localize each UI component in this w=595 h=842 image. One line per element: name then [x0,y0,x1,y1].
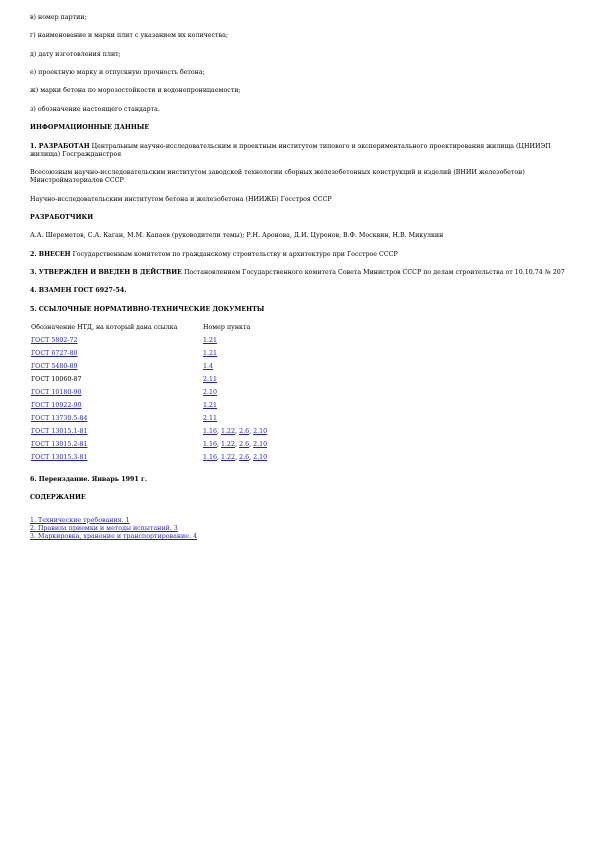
toc-item [30,533,565,541]
references-point-link[interactable]: 1.21 [203,402,218,410]
references-table-row [30,428,403,441]
references-point-link[interactable]: 2.6 [239,441,250,449]
references-points-cell [203,389,403,402]
references-doc-link[interactable]: ГОСТ 10180-90 [31,389,82,397]
references-table [30,324,403,467]
toc-link-marking-storage[interactable]: 3. Маркировка, хранение и транспортирование. 4 [30,533,197,541]
references-table-row [30,402,403,415]
references-points-cell [203,376,403,389]
references-doc-cell [30,389,203,402]
co-developer-vnii: Всесоюзным научно-исследовательским институтом заводской технологии сборных железобетонных конструкций и изделий (ВНИИ железобетон) Минстройматериалов СССР [30,169,525,185]
references-table-row [30,376,403,389]
references-header-points: Номер пункта [203,324,251,332]
references-points-cell: 1.16, 1.22, 2.6, 2.10 [203,441,268,449]
references-table-body [30,324,403,467]
developed-by-label: 1. РАЗРАБОТАН [30,142,90,150]
references-point-link[interactable]: 2.11 [203,415,218,423]
references-doc-cell [30,376,203,389]
introduced-paragraph [30,251,565,259]
toc-link-acceptance-rules[interactable]: 2. Правила приемки и методы испытаний. 3 [30,524,178,532]
developed-by-text: Центральным научно-исследовательским и проектным институтом типового и экспериментального проектирования жилища (ЦНИИЭП жилища) Госгражданстроя [30,142,551,158]
introduced-label: 2. ВНЕСЕН [30,250,71,258]
toc-heading: СОДЕРЖАНИЕ [30,494,86,502]
approved-label: 3. УТВЕРЖДЕН И ВВЕДЕН В ДЕЙСТВИЕ [30,269,182,277]
references-doc-link[interactable]: ГОСТ 5480-89 [31,363,78,371]
references-table-row [30,389,403,402]
references-doc-link[interactable]: ГОСТ 6727-80 [31,350,78,358]
references-doc-cell [30,363,203,376]
references-point-link[interactable]: 2.10 [253,428,268,436]
references-point-link[interactable]: 2.10 [253,454,268,462]
approved-paragraph [30,269,565,277]
references-points-cell [203,350,403,363]
references-doc-link[interactable]: ГОСТ 13015.2-81 [31,441,88,449]
references-points-cell [203,337,403,350]
introduced-text: Государственным комитетом по гражданскому строительству и архитектуре при Госстрое СССР [70,250,398,258]
references-doc-cell [30,441,203,454]
references-point-link[interactable]: 1.22 [221,441,236,449]
references-point-link[interactable]: 2.6 [239,454,250,462]
references-point-link[interactable]: 2.10 [203,389,218,397]
references-point-link[interactable]: 1.22 [221,454,236,462]
references-table-row [30,363,403,376]
references-point-link[interactable]: 2.11 [203,376,218,384]
references-doc-cell [30,402,203,415]
marking-item-zh: ж) марки бетона по морозостойкости и водонепроницаемости; [30,87,241,95]
marking-item-d: д) дату изготовления плит; [30,50,121,58]
replaces-paragraph: 4. ВЗАМЕН ГОСТ 6927-54. [30,287,127,295]
developed-by-paragraph [30,143,565,159]
toc-item [30,517,565,525]
references-doc-cell [30,337,203,350]
references-doc-text: ГОСТ 10060-87 [31,376,82,384]
references-point-link[interactable]: 1.22 [221,428,236,436]
toc-item [30,525,565,533]
marking-items [30,14,565,114]
references-table-row [30,337,403,350]
references-doc-link[interactable]: ГОСТ 13015.1-81 [31,428,88,436]
references-doc-cell [30,454,203,467]
co-developer-niizhb: Научно-исследовательским институтом бетона и железобетона (НИИЖБ) Госстроя СССР [30,195,332,203]
references-doc-cell [30,415,203,428]
info-heading: ИНФОРМАЦИОННЫЕ ДАННЫЕ [30,124,150,132]
references-point-link[interactable]: 1.16 [203,441,218,449]
references-point-link[interactable]: 2.10 [253,441,268,449]
references-points-cell [203,402,403,415]
references-table-row [30,415,403,428]
references-table-row [30,350,403,363]
approved-text: Постановлением Государственного комитета Совета Министров СССР по делам строительства от 10.10.74 № 207 [181,269,565,277]
references-point-link[interactable]: 1.16 [203,428,218,436]
references-points-cell: 1.16, 1.22, 2.6, 2.10 [203,454,268,462]
references-table-header-row [30,324,403,337]
references-doc-cell [30,428,203,441]
references-point-link[interactable]: 1.21 [203,350,218,358]
references-point-link[interactable]: 1.4 [203,363,214,371]
developers-list: А.А. Шереметов, С.А. Каган, М.М. Капаев (руководители темы); Р.Н. Аронова, Д.И. Цуренов, В.Ф. Москвин, Н.В. Микулкин [30,232,444,240]
references-points-cell [203,415,403,428]
references-doc-link[interactable]: ГОСТ 13015.3-81 [31,454,88,462]
marking-item-z: з) обозначение настоящего стандарта. [30,105,160,113]
marking-item-v: в) номер партии; [30,14,87,21]
references-table-row [30,454,403,467]
references-point-link[interactable]: 1.16 [203,454,218,462]
document-page [30,14,565,541]
marking-item-g: г) наименование и марки плит с указанием их количества; [30,32,228,40]
references-table-row [30,441,403,454]
references-header-doc: Обозначение НТД, на который дана ссылка [31,324,178,332]
references-doc-link[interactable]: ГОСТ 13730.5-84 [31,415,88,423]
marking-item-e: е) проектную марку и отпускную прочность бетона; [30,69,205,77]
references-point-link[interactable]: 1.21 [203,337,218,345]
toc-link-technical-requirements[interactable]: 1. Технические требования. 1 [30,516,130,524]
developers-heading: РАЗРАБОТЧИКИ [30,213,94,221]
references-doc-cell [30,350,203,363]
references-points-cell: 1.16, 1.22, 2.6, 2.10 [203,428,268,436]
references-point-link[interactable]: 2.6 [239,428,250,436]
reissue-paragraph: 6. Переиздание. Январь 1991 г. [30,476,148,484]
references-doc-link[interactable]: ГОСТ 10922-90 [31,402,82,410]
references-points-cell [203,363,403,376]
references-heading: 5. ССЫЛОЧНЫЕ НОРМАТИВНО-ТЕХНИЧЕСКИЕ ДОКУМЕНТЫ [30,305,265,313]
toc-list [30,517,565,542]
references-doc-link[interactable]: ГОСТ 5802-72 [31,337,78,345]
